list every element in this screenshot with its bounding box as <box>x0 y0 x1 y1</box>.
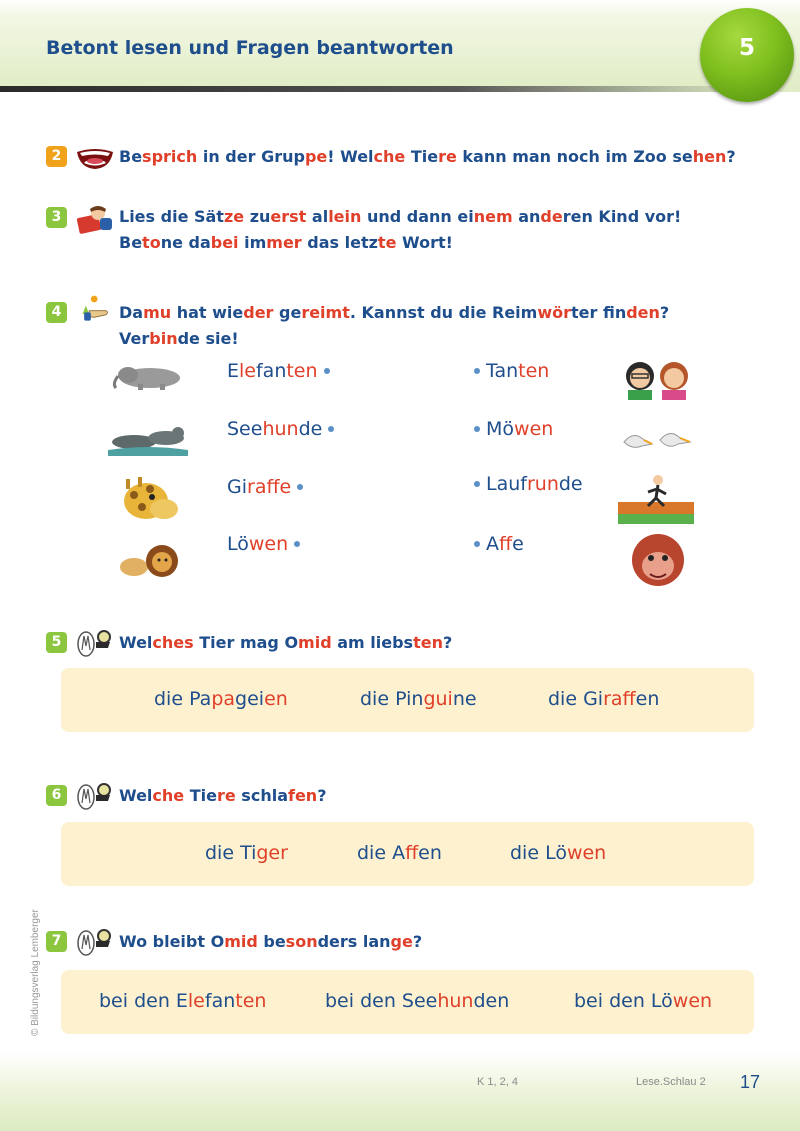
syllable: bei den Lö <box>574 990 673 1012</box>
syllable: ders lan <box>317 932 391 951</box>
syllable: de sie! <box>177 329 239 348</box>
task-number-badge: 3 <box>46 207 67 228</box>
syllable: al <box>306 207 329 226</box>
match-dot[interactable] <box>297 484 303 490</box>
match-right-word <box>468 473 583 495</box>
highlighted-syllable: pe <box>304 147 328 166</box>
pointing-hand-icon <box>74 294 116 324</box>
syllable: See <box>227 418 263 440</box>
highlighted-syllable: pa <box>211 688 236 710</box>
highlighted-syllable: bei <box>210 233 239 252</box>
task-number-badge: 2 <box>46 146 67 167</box>
highlighted-syllable: mer <box>266 233 302 252</box>
highlighted-syllable: ches <box>152 633 194 652</box>
match-dot[interactable] <box>474 426 480 432</box>
task-number-badge: 6 <box>46 785 67 806</box>
task-7-question <box>119 929 422 954</box>
syllable: die Gi <box>548 688 604 710</box>
task-6-question <box>119 783 326 808</box>
answer-option[interactable] <box>357 842 442 864</box>
syllable: en <box>635 688 660 710</box>
footer-band <box>0 1052 800 1131</box>
copyright-notice: © Bildungsverlag Lemberger <box>30 909 41 1036</box>
runner-image <box>618 472 694 524</box>
syllable: bei den E <box>99 990 188 1012</box>
highlighted-syllable: che <box>373 147 406 166</box>
syllable: e <box>512 533 524 555</box>
page-title: Betont lesen und Fragen beantworten <box>46 37 454 59</box>
seagulls-image <box>620 422 694 454</box>
match-left-word <box>227 533 306 555</box>
syllable: ge <box>273 303 302 322</box>
task-5-answer-box <box>61 668 754 732</box>
syllable: hat wie <box>171 303 244 322</box>
highlighted-syllable: mid <box>224 932 258 951</box>
syllable: Da <box>119 303 144 322</box>
syllable: Wel <box>119 786 153 805</box>
syllable: Be <box>119 233 143 252</box>
syllable: kann man noch im Zoo se <box>456 147 693 166</box>
highlighted-syllable: wör <box>537 303 571 322</box>
highlighted-syllable: nem <box>473 207 513 226</box>
highlighted-syllable: te <box>377 233 397 252</box>
task-5-question <box>119 630 452 655</box>
highlighted-syllable: ze <box>223 207 245 226</box>
highlighted-syllable: ger <box>256 842 288 864</box>
giraffe-image <box>112 475 182 525</box>
highlighted-syllable: raffe <box>247 476 292 498</box>
task-number-badge: 4 <box>46 302 67 323</box>
syllable: Wo bleibt O <box>119 932 225 951</box>
syllable: und dann ei <box>361 207 474 226</box>
syllable: ren Kind vor! <box>562 207 682 226</box>
answer-option[interactable] <box>548 688 659 710</box>
answer-option[interactable] <box>205 842 288 864</box>
highlighted-syllable: ff <box>405 842 419 864</box>
syllable: das letz <box>301 233 378 252</box>
syllable: bei den See <box>325 990 438 1012</box>
syllable: gei <box>235 688 265 710</box>
monkey-image <box>622 532 694 588</box>
highlighted-syllable: reimt <box>301 303 350 322</box>
syllable: Lies die Sät <box>119 207 224 226</box>
syllable: an <box>512 207 541 226</box>
highlighted-syllable: run <box>526 473 559 495</box>
match-right-word <box>468 360 549 382</box>
syllable: die Pa <box>154 688 212 710</box>
highlighted-syllable: ten <box>413 633 443 652</box>
highlighted-syllable: de <box>540 207 563 226</box>
highlighted-syllable: hun <box>437 990 474 1012</box>
syllable: ? <box>442 633 453 652</box>
highlighted-syllable: den <box>626 303 660 322</box>
answer-option[interactable] <box>154 688 288 710</box>
match-dot[interactable] <box>474 481 480 487</box>
highlighted-syllable: ge <box>390 932 413 951</box>
syllable: fan <box>204 990 236 1012</box>
highlighted-syllable: raff <box>603 688 636 710</box>
elephant-image <box>110 360 184 392</box>
highlighted-syllable: wen <box>672 990 713 1012</box>
syllable: am liebs <box>331 633 414 652</box>
syllable: Wort! <box>396 233 453 252</box>
match-left-word <box>227 476 309 498</box>
syllable: E <box>227 360 240 382</box>
header-divider <box>0 86 760 92</box>
syllable: ? <box>412 932 423 951</box>
magnifier-icon <box>74 781 116 811</box>
syllable: ter fin <box>571 303 627 322</box>
syllable: Ver <box>119 329 150 348</box>
syllable: Tie <box>184 786 217 805</box>
syllable: ne <box>452 688 477 710</box>
answer-option[interactable] <box>360 688 477 710</box>
task-7-answer-box <box>61 970 754 1034</box>
highlighted-syllable: fen <box>287 786 318 805</box>
syllable: die Ti <box>205 842 257 864</box>
highlighted-syllable: wen <box>514 418 554 440</box>
chapter-badge <box>700 8 794 102</box>
syllable: ? <box>317 786 327 805</box>
match-dot[interactable] <box>474 541 480 547</box>
highlighted-syllable: mid <box>298 633 332 652</box>
seals-image <box>108 420 188 456</box>
highlighted-syllable: hen <box>692 147 727 166</box>
highlighted-syllable: ten <box>286 360 318 382</box>
highlighted-syllable: der <box>243 303 274 322</box>
task-number-badge: 7 <box>46 931 67 952</box>
answer-option[interactable] <box>574 990 712 1012</box>
highlighted-syllable: hun <box>262 418 299 440</box>
competency-reference: K 1, 2, 4 <box>477 1076 518 1088</box>
syllable: zu <box>244 207 271 226</box>
syllable: ne da <box>160 233 211 252</box>
task-3-instruction-line-2 <box>119 230 453 255</box>
highlighted-syllable: le <box>239 360 256 382</box>
syllable: ? <box>659 303 670 322</box>
task-4-instruction-line-1 <box>119 300 669 325</box>
reading-child-icon <box>74 204 116 234</box>
answer-option[interactable] <box>99 990 266 1012</box>
task-3-instruction-line-1 <box>119 204 681 229</box>
match-left-word <box>227 360 336 382</box>
answer-option[interactable] <box>325 990 509 1012</box>
answer-option[interactable] <box>510 842 606 864</box>
syllable: schla <box>235 786 288 805</box>
syllable: . Kannst du die Reim <box>349 303 538 322</box>
syllable: die Lö <box>510 842 567 864</box>
syllable: de <box>558 473 583 495</box>
match-dot[interactable] <box>328 426 334 432</box>
syllable: A <box>486 533 499 555</box>
highlighted-syllable: ten <box>235 990 267 1012</box>
highlighted-syllable: mu <box>143 303 172 322</box>
match-dot[interactable] <box>474 368 480 374</box>
highlighted-syllable: erst <box>270 207 307 226</box>
syllable: Wel <box>119 633 153 652</box>
highlighted-syllable: ff <box>499 533 513 555</box>
match-dot[interactable] <box>324 368 330 374</box>
syllable: ? <box>726 147 736 166</box>
syllable: Tan <box>486 360 519 382</box>
highlighted-syllable: sprich <box>142 147 198 166</box>
highlighted-syllable: bin <box>149 329 178 348</box>
syllable: die Pin <box>360 688 424 710</box>
highlighted-syllable: lein <box>328 207 362 226</box>
match-right-word <box>468 418 553 440</box>
highlighted-syllable: gui <box>423 688 453 710</box>
highlighted-syllable: ten <box>518 360 550 382</box>
magnifier-icon <box>74 927 116 957</box>
highlighted-syllable: to <box>142 233 161 252</box>
highlighted-syllable: en <box>264 688 288 710</box>
aunts-image <box>620 358 696 400</box>
syllable: ! Wel <box>327 147 374 166</box>
mouth-icon <box>74 144 116 174</box>
highlighted-syllable: son <box>285 932 318 951</box>
magnifier-icon <box>74 628 116 658</box>
syllable: im <box>238 233 267 252</box>
book-title: Lese.Schlau 2 <box>636 1076 706 1088</box>
match-right-word <box>468 533 524 555</box>
page-number: 17 <box>740 1072 761 1092</box>
syllable: Gi <box>227 476 248 498</box>
highlighted-syllable: re <box>216 786 236 805</box>
task-4-instruction-line-2 <box>119 326 239 351</box>
syllable: be <box>257 932 286 951</box>
syllable: en <box>418 842 442 864</box>
highlighted-syllable: le <box>187 990 205 1012</box>
syllable: Tie <box>405 147 439 166</box>
highlighted-syllable: wen <box>248 533 289 555</box>
highlighted-syllable: che <box>152 786 185 805</box>
syllable: de <box>298 418 323 440</box>
highlighted-syllable: re <box>438 147 457 166</box>
syllable: Lö <box>227 533 249 555</box>
syllable: Tier mag O <box>193 633 299 652</box>
match-left-word <box>227 418 340 440</box>
syllable: Mö <box>486 418 515 440</box>
syllable: Be <box>119 147 143 166</box>
syllable: fan <box>255 360 287 382</box>
syllable: in der Grup <box>197 147 305 166</box>
syllable: die A <box>357 842 406 864</box>
task-6-answer-box <box>61 822 754 886</box>
chapter-number: 5 <box>738 35 755 61</box>
match-dot[interactable] <box>294 541 300 547</box>
syllable: den <box>473 990 510 1012</box>
task-number-badge: 5 <box>46 632 67 653</box>
highlighted-syllable: wen <box>566 842 607 864</box>
syllable: Lauf <box>486 473 527 495</box>
task-2-instruction <box>119 144 736 169</box>
lions-image <box>116 543 180 579</box>
